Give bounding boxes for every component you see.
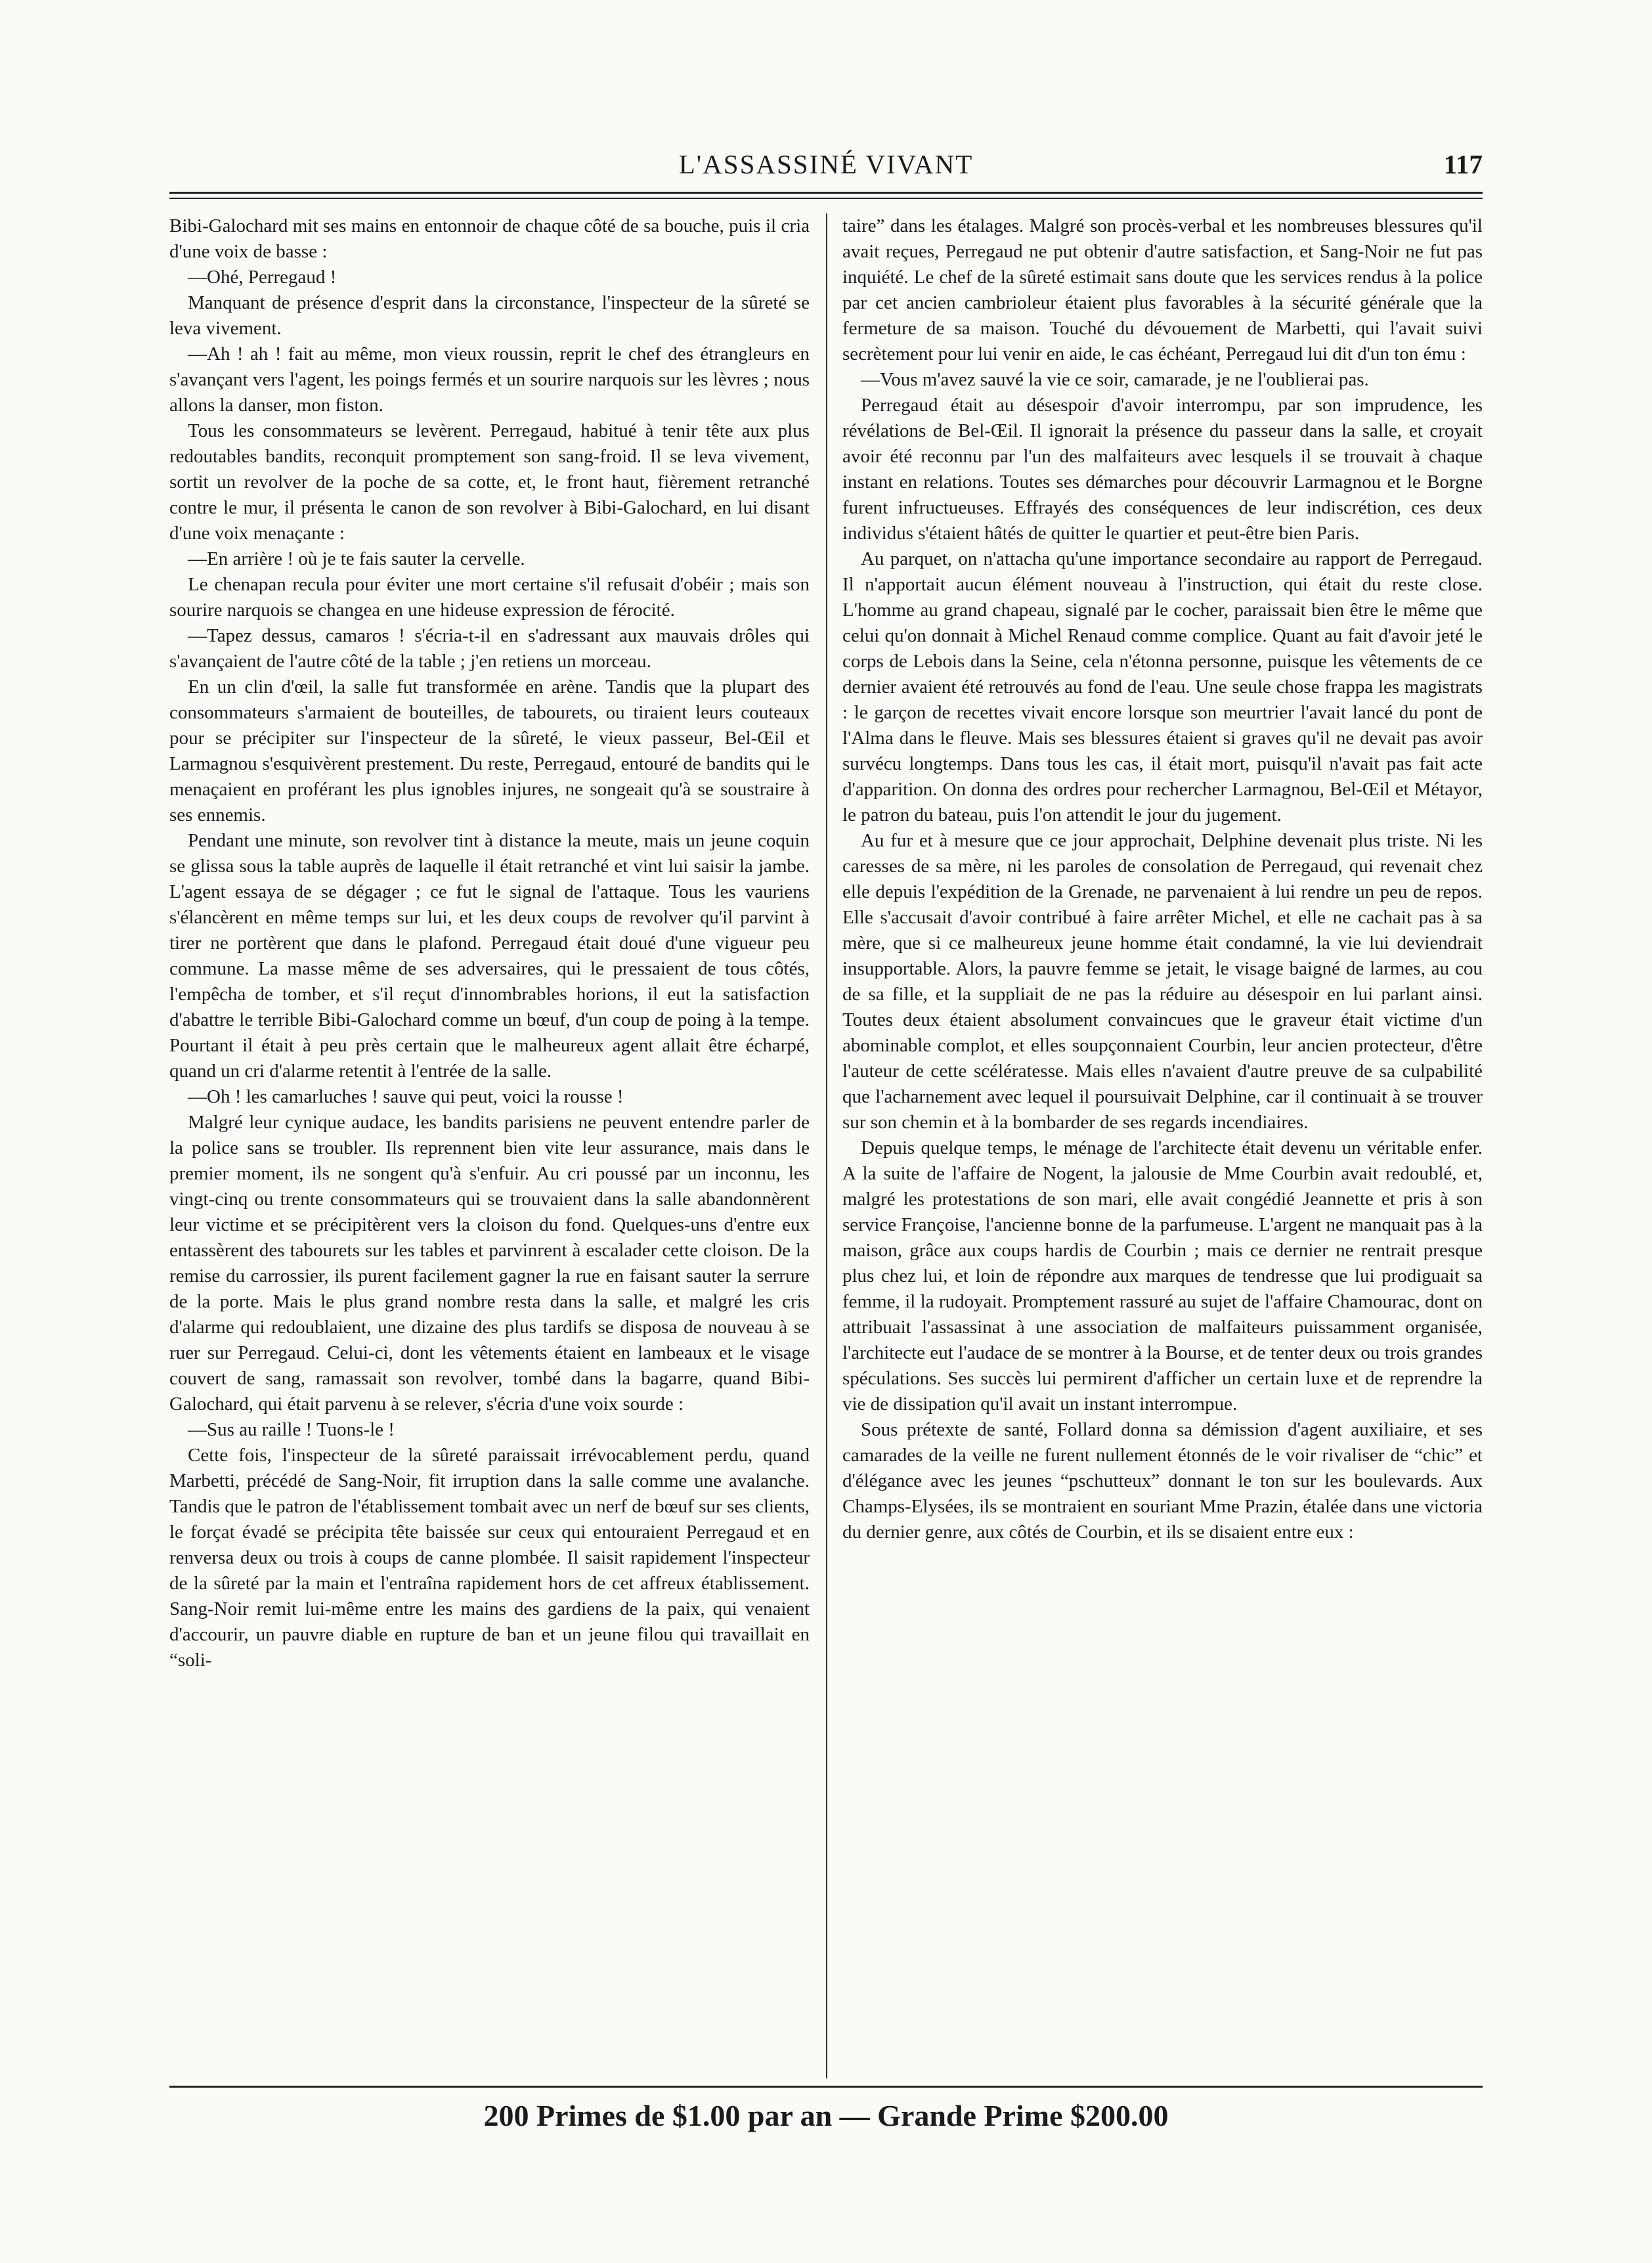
paragraph: —Ah ! ah ! fait au même, mon vieux roussin, reprit le chef des étrangleurs en s'avançant vers l'agent, les poings fermés et un sourire narquois sur les lèvres ; nous allons la danser, mon fiston.	[169, 343, 810, 416]
paragraph: En un clin d'œil, la salle fut transformée en arène. Tandis que la plupart des consommateurs s'armaient de bouteilles, de tabourets, ou tiraient leurs couteaux pour se précipiter sur l'inspecteur de la sûreté, le vieux passeur, Bel-Œil et Larmagnou s'esquivèrent prestement. Du reste, Perregaud, entouré de bandits qui le menaçaient en proférant les plus ignobles injures, ne songeait qu'à se soustraire à ses ennemis.	[169, 676, 810, 825]
paragraph: taire” dans les étalages. Malgré son procès-verbal et les nombreuses blessures qu'il avait reçues, Perregaud ne put obtenir d'autre satisfaction, et Sang-Noir ne fut pas inquiété. Le chef de la sûreté estimait sans doute que les services rendus à la police par cet ancien cambrioleur étaient plus favorables à la sécurité générale que la fermeture de sa maison. Touché du dévouement de Marbetti, qui l'avait suivi secrètement pour lui venir en aide, le cas échéant, Perregaud lui dit d'un ton ému :	[842, 215, 1483, 364]
paragraph: Manquant de présence d'esprit dans la circonstance, l'inspecteur de la sûreté se leva vivement.	[169, 292, 810, 339]
paragraph: Depuis quelque temps, le ménage de l'architecte était devenu un véritable enfer. A la suite de l'affaire de Nogent, la jalousie de Mme Courbin avait redoublé, et, malgré les protestations de son mari, elle avait congédié Jeannette et pris à son service Françoise, l'ancienne bonne de la parfumeuse. L'argent ne manquait pas à la maison, grâce aux coups hardis de Courbin ; mais ce dernier ne rentrait presque plus chez lui, et loin de répondre aux marques de tendresse que lui prodiguait sa femme, il la rudoyait. Promptement rassuré au sujet de l'affaire Chamourac, dont on attribuait l'assassinat à une association de malfaiteurs puissamment organisée, l'architecte eut l'audace de se montrer à la Bourse, et de tenter deux ou trois grandes spéculations. Ses succès lui permirent d'afficher un certain luxe et de reprendre la vie de dissipation qu'il avait un instant interrompue.	[842, 1137, 1483, 1415]
header-rule-thin	[169, 198, 1483, 199]
footer-rule	[169, 2086, 1483, 2088]
header-rule	[169, 192, 1483, 194]
paragraph: —Vous m'avez sauvé la vie ce soir, camarade, je ne l'oublierai pas.	[861, 369, 1369, 390]
paragraph: Malgré leur cynique audace, les bandits parisiens ne peuvent entendre parler de la police sans se troubler. Ils reprennent bien vite leur assurance, mais dans le premier moment, ils ne songent qu'à s'enfuir. Au cri poussé par un inconnu, les vingt-cinq ou trente consommateurs qui se trouvaient dans la salle abandonnèrent leur victime et se précipitèrent vers la cloison du fond. Quelques-uns d'entre eux entassèrent des tabourets sur les tables et parvinrent à escalader cette cloison. De la remise du carrossier, ils purent facilement gagner la rue en faisant sauter la serrure de la porte. Mais le plus grand nombre resta dans la salle, et malgré les cris d'alarme qui redoublaient, une dizaine des plus tardifs se disposa de nouveau à se ruer sur Perregaud. Celui-ci, dont les vêtements étaient en lambeaux et le visage couvert de sang, ramassait son revolver, tombé dans la bagarre, quand Bibi-Galochard, qui était parvenu à se relever, s'écria d'une voix sourde :	[169, 1112, 810, 1415]
paragraph: Sous prétexte de santé, Follard donna sa démission d'agent auxiliaire, et ses camarades de la veille ne furent nullement étonnés de le voir rivaliser de “chic” et d'élégance avec les jeunes “pschutteux” donnant le ton sur les boulevards. Aux Champs-Elysées, ils se montraient en souriant Mme Prazin, étalée dans une victoria du dernier genre, aux côtés de Courbin, et ils se disaient entre eux :	[842, 1419, 1483, 1543]
paragraph: Perregaud était au désespoir d'avoir interrompu, par son imprudence, les révélations de Bel-Œil. Il ignorait la présence du passeur dans la salle, et croyait avoir été reconnu par l'un des malfaiteurs avec lesquels il se trouvait à chaque instant en relations. Toutes ses démarches pour découvrir Larmagnou et le Borgne furent infructueuses. Effrayés des conséquences de leur indiscrétion, ces deux individus s'étaient hâtés de quitter le quartier et peut-être bien Paris.	[842, 395, 1483, 544]
right-column	[842, 213, 1483, 2078]
text-columns	[169, 213, 1483, 2078]
paragraph: Le chenapan recula pour éviter une mort certaine s'il refusait d'obéir ; mais son sourire narquois se changea en une hideuse expression de férocité.	[169, 574, 810, 621]
paragraph: Au parquet, on n'attacha qu'une importance secondaire au rapport de Perregaud. Il n'apportait aucun élément nouveau à l'instruction, qui était du reste close. L'homme au grand chapeau, signalé par le cocher, paraissait bien être le même que celui qu'on donnait à Michel Renaud comme complice. Quant au fait d'avoir jeté le corps de Lebois dans la Seine, cela n'étonna personne, puisque les vêtements de ce dernier avaient été retrouvés au fond de l'eau. Une seule chose frappa les magistrats : le garçon de recettes vivait encore lorsque son meurtrier l'avait lancé du pont de l'Alma dans le fleuve. Mais ses blessures étaient si graves qu'il ne devait pas avoir survécu longtemps. Dans tous les cas, il était mort, puisqu'il n'avait pas fait acte d'apparition. On donna des ordres pour rechercher Larmagnou, Bel-Œil et Métayor, le patron du bateau, puis l'on attendit le jour du jugement.	[842, 548, 1483, 825]
paragraph: Tous les consommateurs se levèrent. Perregaud, habitué à tenir tête aux plus redoutables bandits, reconquit promptement son sang-froid. Il se leva vivement, sortit un revolver de la poche de sa cotte, et, le front haut, fièrement retranché contre le mur, il présenta le canon de son revolver à Bibi-Galochard, en lui disant d'une voix menaçante :	[169, 420, 810, 544]
paragraph: —Ohé, Perregaud !	[188, 267, 337, 288]
left-column	[169, 213, 810, 2078]
paragraph: —En arrière ! où je te fais sauter la cervelle.	[188, 548, 525, 569]
paragraph: Cette fois, l'inspecteur de la sûreté paraissait irrévocablement perdu, quand Marbetti, précédé de Sang-Noir, fit irruption dans la salle comme une avalanche. Tandis que le patron de l'établissement tombait avec un nerf de bœuf sur ses clients, le forçat évadé se précipita tête baissée sur ceux qui entouraient Perregaud et en renversa deux ou trois à coups de canne plombée. Il saisit rapidement l'inspecteur de la sûreté par la main et l'entraîna rapidement hors de cet affreux établissement. Sang-Noir remit lui-même entre les mains des gardiens de la paix, qui venaient d'accourir, un pauvre diable en rupture de ban et un jeune filou qui travaillait en “soli-	[169, 1445, 810, 1671]
paragraph: —Oh ! les camarluches ! sauve qui peut, voici la rousse !	[188, 1086, 624, 1107]
paragraph: —Tapez dessus, camaros ! s'écria-t-il en s'adressant aux mauvais drôles qui s'avançaient de l'autre côté de la table ; j'en retiens un morceau.	[169, 625, 810, 672]
footer-banner: 200 Primes de $1.00 par an — Grande Prime $200.00	[483, 2099, 1169, 2132]
paragraph: Bibi-Galochard mit ses mains en entonnoir de chaque côté de sa bouche, puis il cria d'une voix de basse :	[169, 215, 810, 262]
paragraph: Pendant une minute, son revolver tint à distance la meute, mais un jeune coquin se glissa sous la table auprès de laquelle il était retranché et vint lui saisir la jambe. L'agent essaya de se dégager ; ce fut le signal de l'attaque. Tous les vauriens s'élancèrent en même temps sur lui, et les deux coups de revolver qu'il parvint à tirer ne portèrent que dans le plafond. Perregaud était doué d'une vigueur peu commune. La masse même de ses adversaires, qui le pressaient de tous côtés, l'empêcha de tomber, et s'il reçut d'innombrables horions, il eut la satisfaction d'abattre le terrible Bibi-Galochard comme un bœuf, d'un coup de poing à la tempe. Pourtant il était à peu près certain que le malheureux agent allait être écharpé, quand un cri d'alarme retentit à l'entrée de la salle.	[169, 830, 810, 1082]
running-title: L'ASSASSINÉ VIVANT	[678, 149, 974, 179]
running-header	[169, 148, 1483, 188]
page-number: 117	[1443, 149, 1483, 179]
paragraph: Au fur et à mesure que ce jour approchait, Delphine devenait plus triste. Ni les caresses de sa mère, ni les paroles de consolation de Perregaud, qui revenait chez elle depuis l'expédition de la Grenade, ne parvenaient à lui rendre un peu de repos. Elle s'accusait d'avoir contribué à faire arrêter Michel, et elle ne cachait pas à sa mère, que si ce malheureux jeune homme était condamné, la vie lui deviendrait insupportable. Alors, la pauvre femme se jetait, le visage baigné de larmes, au cou de sa fille, et la suppliait de ne pas la réduire au désespoir en lui parlant ainsi. Toutes deux étaient absolument convaincues que le graveur était victime d'un abominable complot, et elles soupçonnaient Courbin, leur ancien protecteur, d'être l'auteur de cette scélératesse. Mais elles n'avaient d'autre preuve de sa culpabilité que l'acharnement avec lequel il poursuivait Delphine, car il continuait à se trouver sur son chemin et à la bombarder de ses regards incendiaires.	[842, 830, 1483, 1133]
column-divider	[826, 213, 827, 2078]
paragraph: —Sus au raille ! Tuons-le !	[188, 1419, 395, 1440]
